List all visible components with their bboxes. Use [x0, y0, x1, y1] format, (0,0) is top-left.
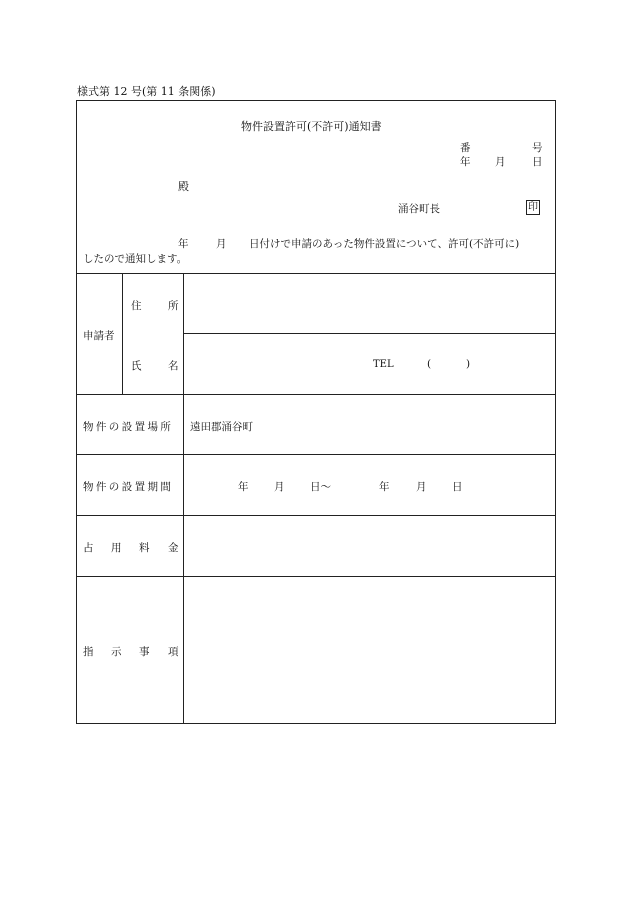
period-label: 物件の設置期間: [83, 481, 174, 493]
body-year: 年: [178, 238, 189, 250]
issuer-name: 涌谷町長: [398, 203, 440, 215]
tel-open-paren: (: [427, 358, 432, 370]
date-day-label: 日: [532, 156, 543, 168]
fee-label-char-3: 料: [139, 542, 150, 554]
addressee-suffix: 殿: [178, 180, 189, 193]
fee-label-char-4: 金: [168, 542, 179, 554]
period-start-year: 年: [238, 481, 249, 493]
location-value: 遠田郡涌谷町: [190, 421, 253, 433]
rule-fee-bottom: [77, 576, 555, 577]
applicant-group-label: 申請者: [83, 330, 115, 342]
period-end-year: 年: [379, 481, 390, 493]
name-label-2: 名: [168, 360, 179, 372]
tel-label: TEL: [373, 359, 394, 370]
address-label-2: 所: [168, 300, 179, 312]
fee-label-char-2: 用: [111, 542, 122, 554]
instructions-label-char-4: 項: [168, 646, 179, 658]
notice-form: [76, 100, 556, 724]
fee-label-char-1: 占: [83, 542, 94, 554]
address-label-1: 住: [131, 300, 142, 312]
form-reference: 様式第 12 号(第 11 条関係): [77, 85, 216, 98]
rule-header-bottom: [77, 273, 555, 274]
tel-close-paren: ): [466, 358, 471, 370]
instructions-label-char-1: 指: [83, 646, 94, 658]
period-end-month: 月: [416, 481, 427, 493]
period-start-month: 月: [274, 481, 285, 493]
period-start-day: 日〜: [310, 481, 331, 493]
period-end-day: 日: [452, 481, 463, 493]
date-year-label: 年: [460, 156, 471, 168]
instructions-label-char-3: 事: [139, 646, 150, 658]
location-label: 物件の設置場所: [83, 421, 174, 433]
rule-applicant-mid: [183, 333, 555, 334]
document-title: 物件設置許可(不許可)通知書: [241, 120, 382, 133]
body-line1: 日付けで申請のあった物件設置について、許可(不許可に): [249, 238, 520, 250]
number-label-go: 号: [532, 142, 543, 154]
body-line2: したので通知します。: [83, 253, 188, 265]
rule-period-bottom: [77, 515, 555, 516]
body-month: 月: [216, 238, 227, 250]
rule-label-divider: [183, 273, 184, 724]
instructions-label-char-2: 示: [111, 646, 122, 658]
number-label-ban: 番: [460, 142, 471, 154]
rule-applicant-group-divider: [122, 273, 123, 394]
rule-applicant-bottom: [77, 394, 555, 395]
name-label-1: 氏: [131, 360, 142, 372]
rule-location-bottom: [77, 454, 555, 455]
date-month-label: 月: [495, 156, 506, 168]
seal-mark: 印: [528, 202, 538, 213]
